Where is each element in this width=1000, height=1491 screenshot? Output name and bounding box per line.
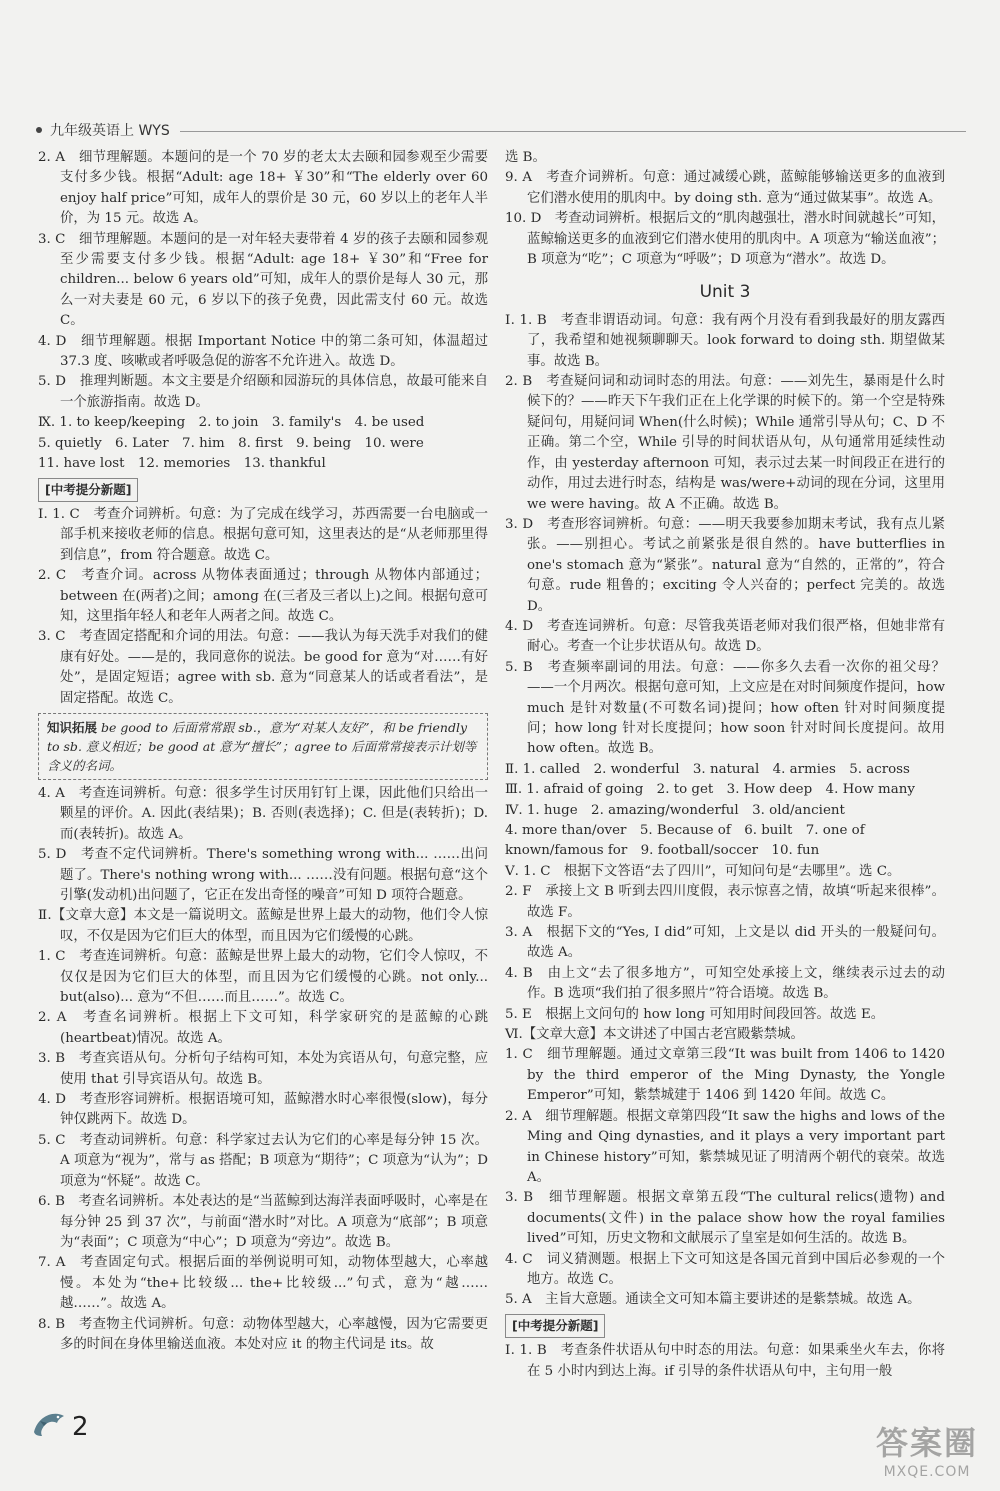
answer-paragraph: 2. F 承接上文 B 听到去四川度假，表示惊喜之情，故填“听起来很棒”。故选 F。 <box>505 884 945 920</box>
tip-label: 知识拓展 <box>47 719 98 735</box>
answer-paragraph: 2. B 考查疑问词和动词时态的用法。句意：——刘先生，暴雨是什么时候下的？——昨天下午我们正在上化学课的时候下的。第一个空是特殊疑问句，用疑问词 When(什么时候)；While 通常引导从句；C、D 不正确。第二个空，While 引导的时间状语从句，从句通常用延续性动作，由 yesterday afternoon 可知，表示过去某一时间段正在进行的动作，用过去进行时态，结构是 was/were+动词的现在分词，这里用 we were having。故 A 不正确。故选 B。 <box>505 374 945 512</box>
answer-paragraph: 5. quietly 6. Later 7. him 8. first 9. being 10. were <box>38 435 424 451</box>
answer-paragraph: 5. D 推理判断题。本文主要是介绍颐和园游玩的具体信息，故最可能来自一个旅游指南。故选 D。 <box>38 374 488 410</box>
answer-paragraph: Ⅱ. 1. called 2. wonderful 3. natural 4. armies 5. across <box>505 761 910 777</box>
answer-paragraph: known/famous for 9. football/soccer 10. fun <box>505 843 820 859</box>
answer-paragraph: 5. E 根据上文问句的 how long 可知用时间段回答。故选 E。 <box>505 1006 885 1022</box>
answer-paragraph: 2. C 考查介词。across 从物体表面通过；through 从物体内部通过；between 在(两者)之间；among 在(三者及三者以上)之间。根据句意可知，这里指年轻人和老年人两者之间。故选 C。 <box>38 568 488 624</box>
answer-paragraph: 10. D 考查动词辨析。根据后文的“肌肉越强壮，潜水时间就越长”可知，蓝鲸输送更多的血液到它们潜水使用的肌肉中。A 项意为“输送血液”；B 项意为“吃”；C 项意为“呼吸”；D 项意为“潜水”。故选 D。 <box>505 211 945 268</box>
answer-paragraph: Ⅵ.【文章大意】本文讲述了中国古老宫殿紫禁城。 <box>505 1027 804 1043</box>
answer-paragraph: 9. A 考查介词辨析。句意：通过减缓心跳，蓝鲸能够输送更多的血液到它们潜水使用的肌肉中。by doing sth. 意为“通过做某事”。故选 A。 <box>505 170 945 206</box>
answer-paragraph: 3. D 考查形容词辨析。句意：——明天我要参加期末考试，我有点儿紧张。——别担心。考试之前紧张是很自然的。have butterflies in one's stomach 意为“紧张”。natural 意为“自然的，正常的”，符合句意。rude 粗鲁的；exciting 令人兴奋的；perfect 完美的。故选 D。 <box>505 516 945 614</box>
watermark-main: 答案圈 <box>875 1424 978 1462</box>
answer-paragraph: 3. C 细节理解题。本题问的是一对年轻夫妻带着 4 岁的孩子去颐和园参观至少需要支付多少钱。根据“Adult: age 18+ ￥30”和“Free for children... below 6 years old”可知，成年人的票价是每人 30 元，那么一对夫妻是 60 元，6 岁以下的孩子免费，因此需支付 60 元。故选 C。 <box>38 231 488 329</box>
answer-paragraph: Ⅲ. 1. afraid of going 2. to get 3. How deep 4. How many <box>505 782 915 798</box>
answer-paragraph: 1. C 细节理解题。通过文章第三段“It was built from 1406 to 1420 by the third emperor of the Ming Dynasty, the Yongle Emperor”可知，紫禁城建于 1406 到 1420 年间。故选 C。 <box>505 1047 945 1104</box>
answer-paragraph: Ⅰ. 1. C 考查介词辨析。句意：为了完成在线学习，苏西需要一台电脑或一部手机来接收老师的信息。根据句意可知，这里表达的是“从老师那里得到信息”，from 符合题意。故选 C。 <box>38 506 488 563</box>
answer-paragraph: 2. A 细节理解题。根据文章第四段“It saw the highs and lows of the Ming and Qing dynasties, and it plays a very important part in Chinese history”可知，紫禁城见证了明清两个朝代的衰荣。故选 A。 <box>505 1108 945 1185</box>
knowledge-tip-box <box>38 713 488 780</box>
answer-paragraph: 5. B 考查频率副词的用法。句意：——你多久去看一次你的祖父母？——一个月两次。根据句意可知，上文应是在对时间频度作提问，how much 是针对数量(不可数名词)提问；how often 针对时间频度提问；how long 针对长度提问；how soon 针对时间长度提问。故用 how often。故选 B。 <box>505 659 945 757</box>
answer-paragraph: 7. A 考查固定句式。根据后面的举例说明可知，动物体型越大，心率越慢。本处为“the+比较级... the+比较级...”句式，意为“越……越……”。故选 A。 <box>38 1255 488 1312</box>
watermark-sub: MXQE.COM <box>883 1464 971 1480</box>
answer-paragraph: 1. C 考查连词辨析。句意：蓝鲸是世界上最大的动物，它们令人惊叹，不仅仅是因为它们巨大的体型，而且因为它们缓慢的心跳。not only... but(also)... 意为“不但……而且……”。故选 C。 <box>38 949 488 1006</box>
answer-paragraph: 2. A 考查名词辨析。根据上下文可知，科学家研究的是蓝鲸的心跳(heartbeat)情况。故选 A。 <box>38 1010 488 1046</box>
section-label: [中考提分新题] <box>505 1314 605 1338</box>
answer-paragraph: 3. B 考查宾语从句。分析句子结构可知，本处为宾语从句，句意完整，应使用 that 引导宾语从句。故选 B。 <box>38 1051 488 1087</box>
answer-paragraph: 4. A 考查连词辨析。句意：很多学生讨厌用钉钉上课，因此他们只给出一颗星的评价。A. 因此(表结果)；B. 否则(表选择)；C. 但是(表转折)；D. 而(表转折)。故选 A。 <box>38 785 488 842</box>
header-rule <box>180 131 966 132</box>
right-column <box>505 148 945 1382</box>
answer-paragraph: 5. C 考查动词辨析。句意：科学家过去认为它们的心率是每分钟 15 次。A 项意为“视为”，常与 as 搭配；B 项意为“期待”；C 项意为“认为”；D 项意为“怀疑”。故选 C。 <box>38 1132 488 1189</box>
answer-paragraph: Ⅴ. 1. C 根据下文答语“去了四川”，可知问句是“去哪里”。选 C。 <box>505 863 901 879</box>
answer-paragraph: Ⅳ. 1. huge 2. amazing/wonderful 3. old/ancient <box>505 802 845 818</box>
answer-paragraph: 2. A 细节理解题。本题问的是一个 70 岁的老太太去颐和园参观至少需要支付多少钱。根据“Adult: age 18+ ￥30”和“The elderly over 60 enjoy half price”可知，成年人的票价是 30 元，60 岁以上的老年人半价，为 15 元。故选 A。 <box>38 150 488 227</box>
bullet-icon <box>36 127 42 133</box>
watermark-logo <box>876 1418 978 1480</box>
answer-paragraph: 4. D 细节理解题。根据 Important Notice 中的第二条可知，体温超过 37.3 度、咳嗽或者呼吸急促的游客不允许进入。故选 D。 <box>38 333 488 370</box>
header-title: 九年级英语上 WYS <box>50 123 170 139</box>
answer-paragraph: 11. have lost 12. memories 13. thankful <box>38 456 326 472</box>
answer-paragraph: Ⅱ.【文章大意】本文是一篇说明文。蓝鲸是世界上最大的动物，他们令人惊叹，不仅是因为它们巨大的体型，而且因为它们缓慢的心跳。 <box>38 908 488 944</box>
answer-paragraph: 4. D 考查形容词辨析。根据语境可知，蓝鲸潜水时心率很慢(slow)，每分钟仅跳两下。故选 D。 <box>38 1092 488 1128</box>
answer-paragraph: 5. A 主旨大意题。通读全文可知本篇主要讲述的是紫禁城。故选 A。 <box>505 1292 921 1308</box>
page-number: 2 <box>72 1412 89 1442</box>
answer-paragraph: 3. B 细节理解题。根据文章第五段“The cultural relics(遗物) and documents(文件) in the palace show how the royal families lived”可知，历史文物和文献展示了皇室是如何生活的。故选 B。 <box>505 1190 945 1247</box>
answer-paragraph: 3. C 考查固定搭配和介词的用法。句意：——我认为每天洗手对我们的健康有好处。——是的，我同意你的说法。be good for 意为“对……有好处”，是固定短语；agree with sb. 意为“同意某人的话或者看法”，是固定搭配。故选 C。 <box>38 629 488 706</box>
answer-paragraph: 4. B 由上文“去了很多地方”，可知空处承接上文，继续表示过去的动作。B 选项“我们拍了很多照片”符合语境。故选 B。 <box>505 965 945 1002</box>
unit-title: Unit 3 <box>699 282 751 303</box>
answer-paragraph: 8. B 考查物主代词辨析。句意：动物体型越大，心率越慢，因为它需要更多的时间在身体里输送血液。本处对应 it 的物主代词是 its。故 <box>38 1316 488 1352</box>
dolphin-logo-icon <box>30 1406 70 1442</box>
answer-paragraph: 6. B 考查名词辨析。本处表达的是“当蓝鲸到达海洋表面呼吸时，心率是在每分钟 25 到 37 次”，与前面“潜水时”对比。A 项意为“底部”；B 项意为“表面”；C 项意为“中心”；D 项意为“旁边”。故选 B。 <box>38 1194 488 1250</box>
left-column <box>38 148 488 1355</box>
answer-paragraph: 3. A 根据下文的“Yes, I did”可知，上文是以 did 开头的一般疑问句。故选 A。 <box>505 925 945 961</box>
answer-paragraph: Ⅸ. 1. to keep/keeping 2. to join 3. family's 4. be used <box>38 415 425 431</box>
answer-paragraph: Ⅰ. 1. B 考查条件状语从句中时态的用法。句意：如果乘坐火车去，你将在 5 小时内到达上海。if 引导的条件状语从句中，主句用一般 <box>505 1343 945 1379</box>
page-footer <box>30 1406 89 1442</box>
answer-paragraph: 4. C 词义猜测题。根据上下文可知这是各国元首到中国后必参观的一个地方。故选 C。 <box>505 1251 945 1287</box>
answer-paragraph: 5. D 考查不定代词辨析。There's something wrong with... ……出问题了。There's nothing wrong with... ……没有问题。根据句意“这个引擎(发动机)出问题了，它正在发出奇怪的噪音”可知 D 项符合题意。 <box>38 847 488 903</box>
section-label: [中考提分新题] <box>38 478 138 502</box>
answer-paragraph: 4. more than/over 5. Because of 6. built 7. one of <box>505 823 865 838</box>
page-header <box>36 118 966 142</box>
tip-text: be good to 后面常常跟 sb.，意为“对某人友好”，和 be friendly to sb. 意义相近；be good at 意为“擅长”；agree to 后面常常接表示计划等含义的名词。 <box>47 719 477 773</box>
answer-paragraph: 4. D 考查连词辨析。句意：尽管我英语老师对我们很严格，但她非常有耐心。考查一个让步状语从句。故选 D。 <box>505 618 945 655</box>
answer-paragraph: Ⅰ. 1. B 考查非谓语动词。句意：我有两个月没有看到我最好的朋友露西了，我希望和她视频聊聊天。look forward to doing sth. 期望做某事。故选 B。 <box>505 312 945 369</box>
answer-paragraph: 选 B。 <box>505 150 546 165</box>
